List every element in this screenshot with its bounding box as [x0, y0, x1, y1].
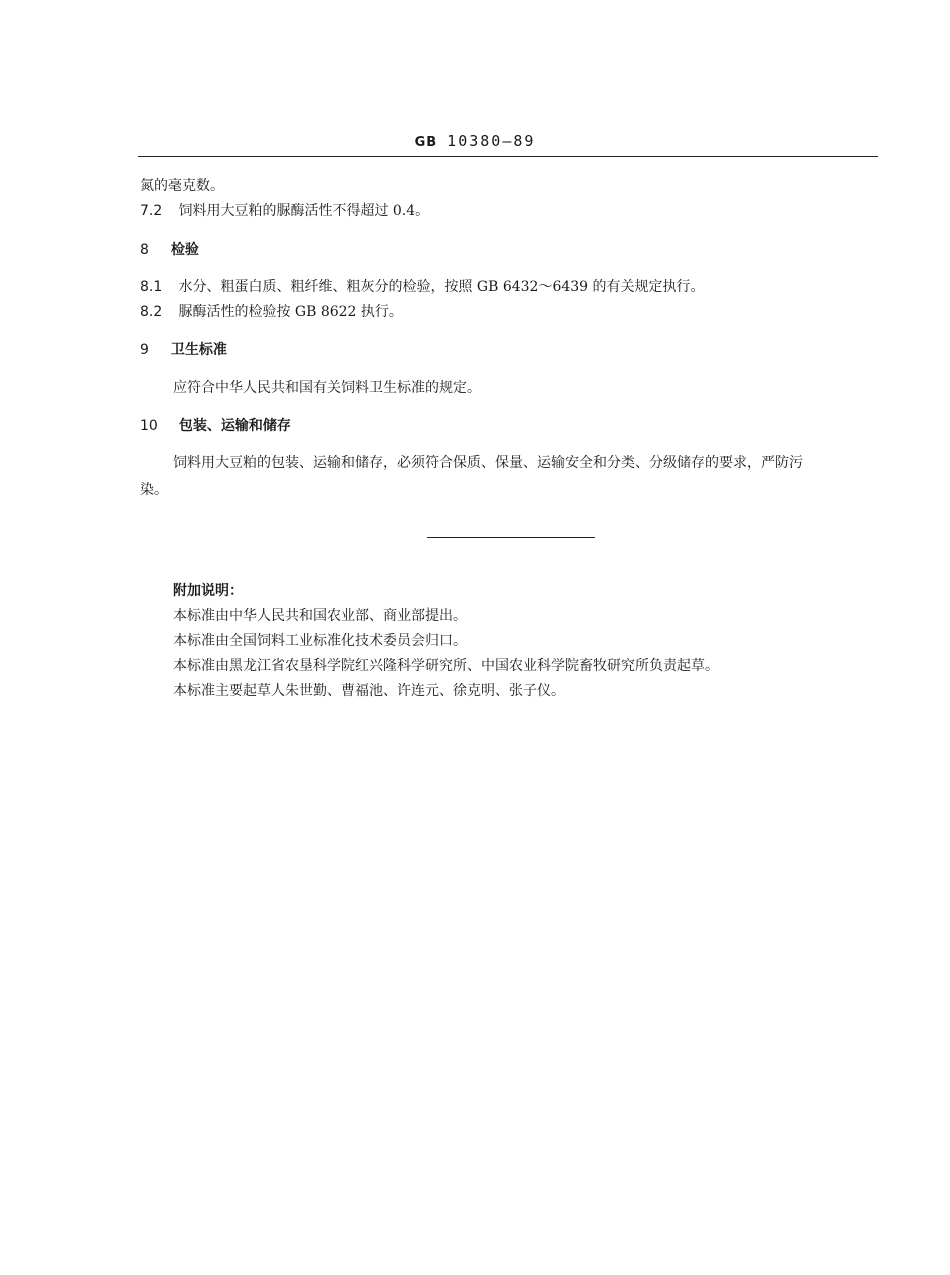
notes-line-2: 本标准由全国饲料工业标准化技术委员会归口。	[173, 633, 467, 649]
notes-line-1: 本标准由中华人民共和国农业部、商业部提出。	[173, 608, 467, 624]
section-9-heading	[140, 340, 227, 360]
section-10-heading	[140, 416, 291, 436]
section-8-heading	[140, 240, 199, 260]
item-7-2-text: 饲料用大豆粕的脲酶活性不得超过 0.4。	[178, 203, 430, 219]
page-header	[0, 132, 950, 150]
notes-line-4: 本标准主要起草人朱世勤、曹福池、许连元、徐克明、张子仪。	[173, 683, 565, 699]
section-9-title: 卫生标准	[170, 342, 227, 358]
item-7-2-label: 7.2	[140, 203, 163, 219]
section-10-title: 包装、运输和储存	[178, 418, 291, 434]
notes-title: 附加说明：	[173, 583, 243, 599]
section-8-label: 8	[140, 242, 149, 258]
standard-number: 10380—89	[447, 132, 536, 150]
separator-rule	[427, 537, 595, 538]
section-10-text-line2: 染。	[140, 482, 168, 498]
item-8-2-label: 8.2	[140, 304, 163, 320]
item-8-1-label: 8.1	[140, 279, 163, 295]
notes-line-3: 本标准由黑龙江省农垦科学院红兴隆科学研究所、中国农业科学院畜牧研究所负责起草。	[173, 658, 719, 674]
section-10-text-line1: 饲料用大豆粕的包装、运输和储存，必须符合保质、保量、运输安全和分类、分级储存的要求，严防污	[173, 455, 803, 471]
section-9-text: 应符合中华人民共和国有关饲料卫生标准的规定。	[173, 380, 481, 396]
standard-prefix: GB	[414, 135, 438, 150]
item-7-2	[140, 201, 429, 221]
section-9-label: 9	[140, 342, 149, 358]
continuation-text: 氮的毫克数。	[140, 178, 224, 194]
section-10-label: 10	[140, 418, 158, 434]
item-8-2-text: 脲酶活性的检验按 GB 8622 执行。	[178, 304, 403, 320]
section-8-title: 检验	[170, 242, 199, 258]
item-8-1-text: 水分、粗蛋白质、粗纤维、粗灰分的检验，按照 GB 6432～6439 的有关规定执行。	[178, 279, 705, 295]
header-rule	[138, 156, 878, 157]
item-8-1	[140, 277, 705, 297]
item-8-2	[140, 302, 403, 322]
